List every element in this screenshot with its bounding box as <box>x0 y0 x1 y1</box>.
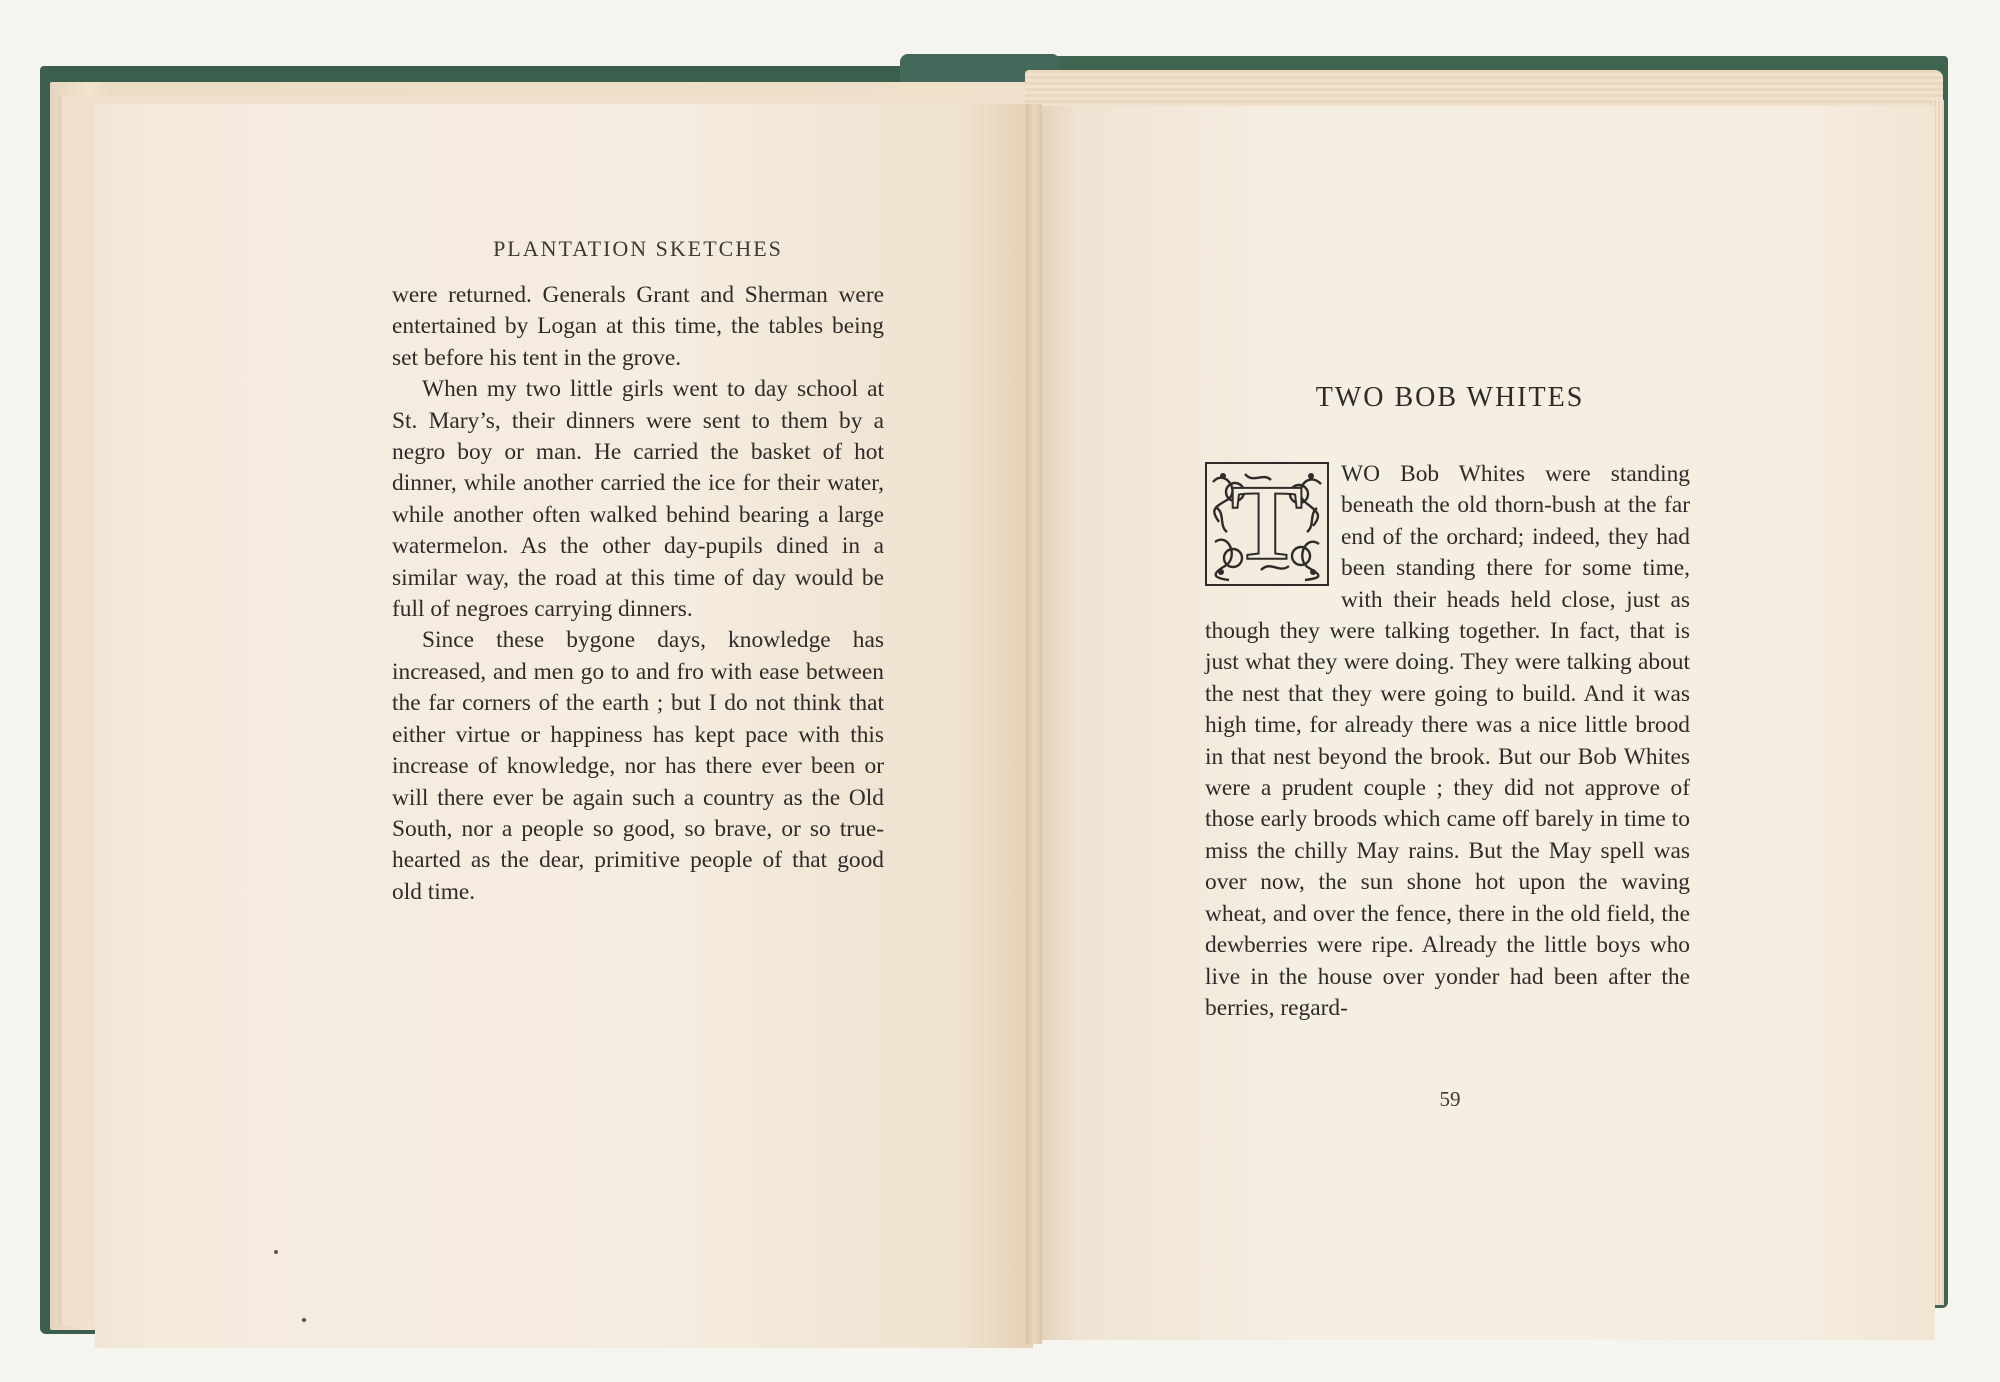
ornamental-drop-cap <box>1205 462 1329 586</box>
paragraph: were returned. Generals Grant and Sherman were entertained by Logan at this time, the tables being set before his tent in the grove. <box>392 282 884 371</box>
paragraph: Since these bygone days, knowledge has increased, and men go to and fro with ease between the far corners of the earth ; but I do not think that either virtue or happiness has kept pace with this increase of knowledge, nor has there ever been or will there ever be again such a country as the Old South, nor a people so good, so brave, or so true-hearted as the dear, primitive people of that good old time. <box>392 627 884 905</box>
paper-speck <box>274 1250 278 1254</box>
chapter-title: TWO BOB WHITES <box>1315 382 1585 413</box>
running-head: PLANTATION SKETCHES <box>493 236 783 261</box>
paragraph: WO Bob Whites were standing beneath the old thorn-bush at the far end of the orchard; indeed, they had been standing there for some time, with their heads held close, just as though they were talking together. In fact, that is just what they were doing. They were talking about the nest that they were going to build. And it was high time, for already there was a nice little brood in that nest beyond the brook. But our Bob Whites were a prudent couple ; they did not approve of those early broods which came off barely in time to miss the chilly May rains. But the May spell was over now, the sun shone hot upon the waving wheat, and over the fence, there in the old field, the dewberries were ripe. Already the little boys who live in the house over yonder had been after the berries, regard- <box>1205 461 1690 1021</box>
drop-cap-letter: T <box>1230 464 1304 583</box>
right-page-text <box>1205 459 1690 1024</box>
book-gutter <box>1026 104 1042 1344</box>
page-number: 59 <box>1439 1087 1461 1111</box>
paper-speck <box>302 1318 306 1322</box>
paragraph: When my two little girls went to day school at St. Mary’s, their dinners were sent to them by a negro boy or man. He carried the basket of hot dinner, while another carried the ice for their water, while another often walked behind bearing a large watermelon. As the other day-pupils dined in a similar way, the road at this time of day would be full of negroes carrying dinners. <box>392 376 884 623</box>
left-page-text <box>392 280 884 908</box>
